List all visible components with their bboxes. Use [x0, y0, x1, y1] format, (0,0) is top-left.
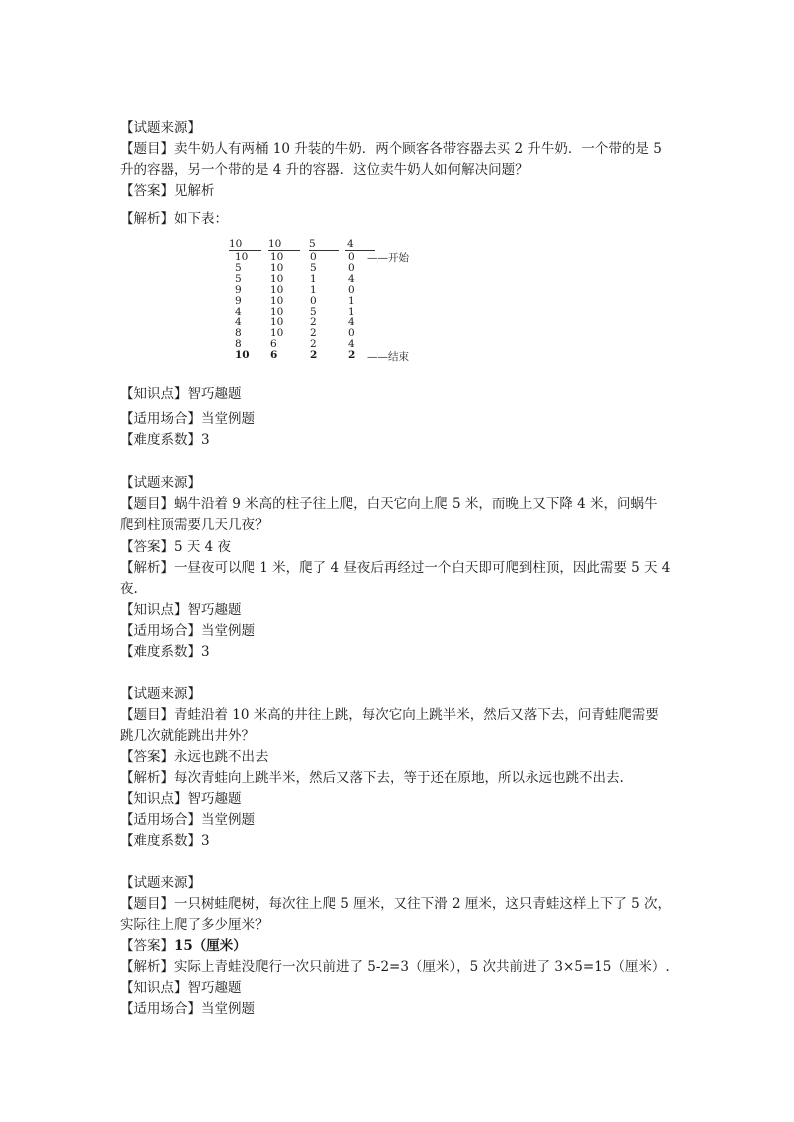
- q1-stem-line1: 【题目】卖牛奶人有两桶 10 升装的牛奶．两个顾客各带容器去买 2 升牛奶．一个带的是 5: [120, 141, 662, 157]
- table-header-4: 4: [347, 238, 354, 250]
- table-cell: 2: [310, 316, 317, 329]
- table-cell: 10: [235, 349, 250, 362]
- table-cell: 4: [348, 316, 355, 329]
- table-cell: 10: [270, 294, 284, 307]
- table-cell: 1: [348, 294, 355, 307]
- q4-stem-line1: 【题目】一只树蛙爬树，每次往上爬 5 厘米，又往下滑 2 厘米，这只青蛙这样上下了 5 次，: [120, 896, 672, 912]
- table-cell: 1: [310, 283, 317, 296]
- q2-scene: 【适用场合】当堂例题: [120, 623, 255, 639]
- table-cell: 2: [310, 338, 317, 351]
- q3-analysis: 【解析】每次青蛙向上跳半米，然后又落下去，等于还在原地，所以永远也跳不出去.: [120, 770, 624, 786]
- q2-difficulty: 【难度系数】3: [120, 644, 210, 660]
- table-cell: 4: [348, 338, 355, 351]
- table-cell: 10: [270, 272, 284, 285]
- q3-answer: 【答案】永远也跳不出去: [120, 749, 269, 765]
- table-cell: 2: [310, 349, 318, 362]
- q4-answer-prefix: 【答案】: [120, 938, 174, 954]
- table-cell: 2: [348, 349, 356, 362]
- q3-difficulty: 【难度系数】3: [120, 833, 210, 849]
- q3-stem-line2: 跳几次就能跳出井外？: [120, 728, 255, 744]
- table-cell: 5: [235, 272, 242, 285]
- table-cell: 10: [235, 251, 249, 263]
- start-note: ——开始: [367, 252, 409, 264]
- table-cell: 0: [310, 294, 317, 307]
- q4-source: 【试题来源】: [120, 875, 201, 891]
- table-cell: 0: [348, 283, 355, 296]
- table-cell: 5: [310, 305, 317, 318]
- table-cell: 1: [348, 305, 355, 318]
- milk-pouring-table: [229, 238, 459, 368]
- table-cell: 5: [310, 261, 317, 274]
- q4-knowledge: 【知识点】智巧趣题: [120, 980, 242, 996]
- table-cell: 4: [235, 316, 242, 329]
- q3-scene: 【适用场合】当堂例题: [120, 812, 255, 828]
- table-cell: 2: [310, 327, 317, 340]
- table-cell: 10: [270, 305, 284, 318]
- q3-source: 【试题来源】: [120, 686, 201, 702]
- table-cell: 5: [235, 261, 242, 274]
- q4-answer-value: 15（厘米）: [174, 938, 247, 954]
- table-header-2: 10: [268, 238, 282, 250]
- q4-answer: [120, 936, 680, 956]
- table-cell: 9: [235, 283, 242, 296]
- table-cell: 0: [348, 251, 355, 263]
- table-header-3: 5: [309, 238, 316, 250]
- end-note: ——结束: [367, 351, 409, 363]
- q1-difficulty: 【难度系数】3: [120, 432, 210, 448]
- table-cell: 10: [270, 316, 284, 329]
- q2-stem-line2: 爬到柱顶需要几天几夜？: [120, 517, 269, 533]
- q2-analysis-line2: 夜.: [120, 581, 138, 597]
- q1-scene: 【适用场合】当堂例题: [120, 411, 255, 427]
- q4-analysis: 【解析】实际上青蛙没爬行一次只前进了 5-2=3（厘米），5 次共前进了 3×5=15（厘米）.: [120, 959, 670, 975]
- table-cell: 4: [348, 272, 355, 285]
- q1-analysis: 【解析】如下表：: [120, 211, 228, 227]
- q2-stem-line1: 【题目】蜗牛沿着 9 米高的柱子往上爬，白天它向上爬 5 米，而晚上又下降 4 米，问蜗牛: [120, 496, 658, 512]
- table-cell: 4: [235, 305, 242, 318]
- table-cell: 10: [270, 261, 284, 274]
- q1-stem-line2: 升的容器，另一个带的是 4 升的容器．这位卖牛奶人如何解决问题？: [120, 162, 529, 178]
- table-cell: 9: [235, 294, 242, 307]
- table-cell: 6: [270, 338, 277, 351]
- q4-scene: 【适用场合】当堂例题: [120, 1001, 255, 1017]
- q2-knowledge: 【知识点】智巧趣题: [120, 602, 242, 618]
- table-cell: 0: [348, 327, 355, 340]
- q2-source: 【试题来源】: [120, 475, 201, 491]
- table-header-1: 10: [229, 238, 243, 250]
- q2-analysis-line1: 【解析】一昼夜可以爬 1 米，爬了 4 昼夜后再经过一个白天即可爬到柱顶，因此需要 5 天 4: [120, 560, 671, 576]
- table-cell: 8: [235, 338, 242, 351]
- table-cell: 6: [270, 349, 278, 362]
- q3-knowledge: 【知识点】智巧趣题: [120, 791, 242, 807]
- q4-stem-line2: 实际往上爬了多少厘米？: [120, 917, 269, 933]
- table-cell: 0: [310, 251, 317, 263]
- q1-source: 【试题来源】: [120, 120, 201, 136]
- table-cell: 0: [348, 261, 355, 274]
- table-cell: 1: [310, 272, 317, 285]
- q2-answer: 【答案】5 天 4 夜: [120, 539, 232, 555]
- q3-stem-line1: 【题目】青蛙沿着 10 米高的井往上跳，每次它向上跳半米，然后又落下去，问青蛙爬需要: [120, 707, 659, 723]
- table-cell: 10: [270, 283, 284, 296]
- q1-knowledge: 【知识点】智巧趣题: [120, 386, 242, 402]
- table-cell: 10: [270, 251, 284, 263]
- table-cell: 8: [235, 327, 242, 340]
- q1-answer: 【答案】见解析: [120, 183, 215, 199]
- table-cell: 10: [270, 327, 284, 340]
